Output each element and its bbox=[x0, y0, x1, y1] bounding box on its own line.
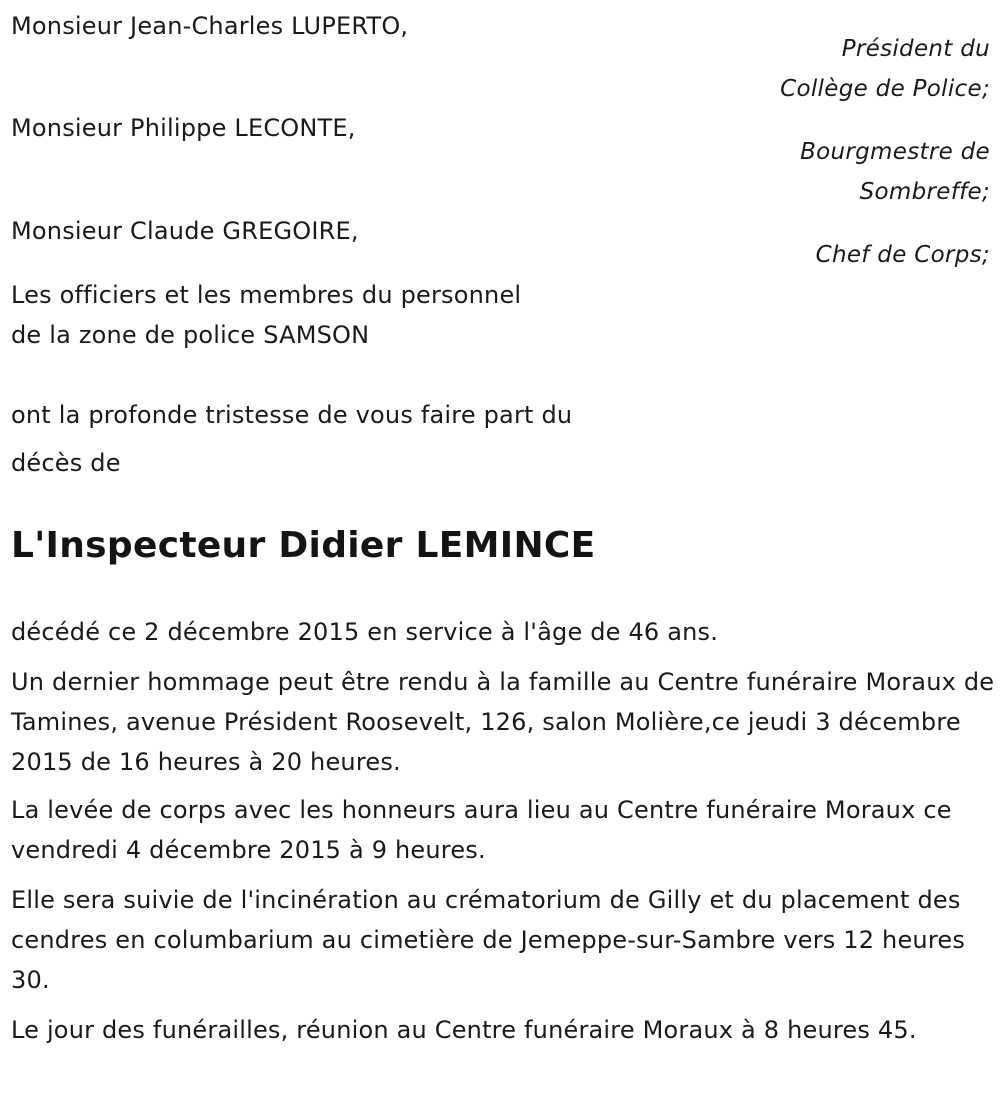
announcement-line: ont la profonde tristesse de vous faire part du bbox=[11, 401, 573, 429]
signatory-name: Monsieur Jean-Charles LUPERTO, bbox=[11, 12, 409, 40]
signatory-role: Sombreffe; bbox=[859, 179, 990, 205]
staff-line: de la zone de police SAMSON bbox=[11, 321, 370, 349]
signatory-role: Collège de Police; bbox=[780, 76, 990, 102]
staff-line: Les officiers et les membres du personnel bbox=[11, 281, 522, 309]
body-paragraph: Un dernier hommage peut être rendu à la famille au Centre funéraire Moraux de Tamines, avenue Président Roosevelt, 126, salon Molière,ce jeudi 3 décembre 2015 de 16 heures à 20 heures. bbox=[11, 668, 995, 776]
body-paragraph: décédé ce 2 décembre 2015 en service à l'âge de 46 ans. bbox=[11, 618, 719, 646]
signatory-name: Monsieur Philippe LECONTE, bbox=[11, 114, 356, 142]
signatory-role: Bourgmestre de bbox=[800, 139, 990, 165]
body-paragraph: Le jour des funérailles, réunion au Centre funéraire Moraux à 8 heures 45. bbox=[11, 1016, 917, 1044]
announcement-line: décès de bbox=[11, 449, 121, 477]
signatory-role: Président du bbox=[841, 36, 990, 62]
body-paragraph: La levée de corps avec les honneurs aura lieu au Centre funéraire Moraux ce vendredi 4 décembre 2015 à 9 heures. bbox=[11, 796, 952, 864]
body-paragraph: Elle sera suivie de l'incinération au crématorium de Gilly et du placement des cendres en columbarium au cimetière de Jemeppe-sur-Sambre vers 12 heures 30. bbox=[11, 886, 966, 994]
signatory-role: Chef de Corps; bbox=[815, 242, 990, 268]
deceased-heading: L'Inspecteur Didier LEMINCE bbox=[11, 525, 596, 566]
signatory-name: Monsieur Claude GREGOIRE, bbox=[11, 217, 359, 245]
